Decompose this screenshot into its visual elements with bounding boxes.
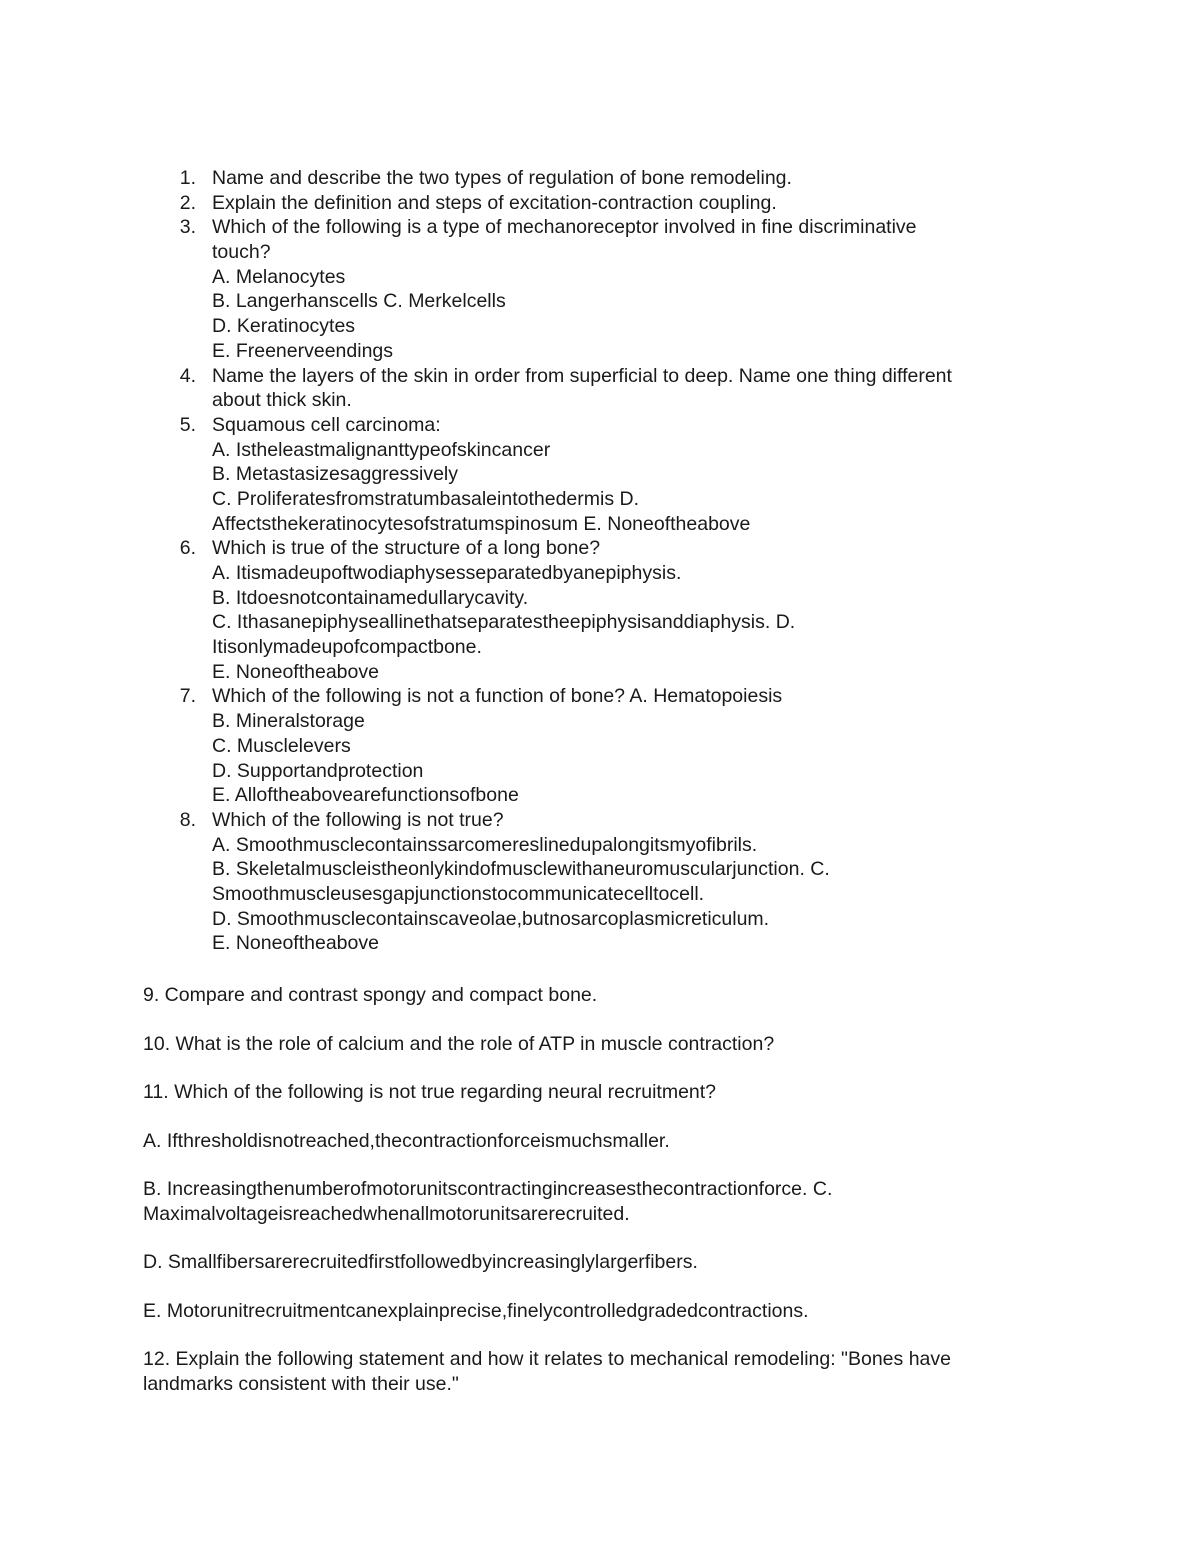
unnumbered-question-section (143, 983, 1143, 1420)
question-text: Which is true of the structure of a long bone? (212, 537, 601, 560)
answer-option-text: E. Alloftheabovearefunctionsofbone (212, 784, 519, 807)
answer-option-text: C. Proliferatesfromstratumbasaleintothedermis D. (212, 487, 639, 510)
question-continuation-line (0, 931, 1200, 956)
answer-option-text: C. Musclelevers (212, 734, 351, 757)
question-paragraph (143, 1250, 1143, 1275)
answer-option-text: B. Mineralstorage (212, 710, 365, 733)
answer-option-text: B. Itdoesnotcontainamedullarycavity. (212, 586, 529, 609)
answer-option-text: about thick skin. (212, 389, 352, 412)
answer-option-text: A. Itismadeupoftwodiaphysesseparatedbyanepiphysis. (212, 562, 682, 584)
question-text: Which of the following is not a function of bone? A. Hematopoiesis (212, 685, 783, 708)
question-continuation-line (0, 882, 1200, 907)
answer-option-text: A. Istheleastmalignanttypeofskincancer (212, 438, 551, 461)
question-text: Explain the definition and steps of excitation-contraction coupling. (212, 191, 777, 214)
question-continuation-line (0, 314, 1200, 339)
question-continuation-line (0, 388, 1200, 413)
question-continuation-line (0, 487, 1200, 512)
question-continuation-line (0, 561, 1200, 586)
question-paragraph (143, 1347, 1143, 1396)
question-number: 8. (179, 808, 196, 831)
answer-option-text: Itisonlymadeupofcompactbone. (212, 636, 482, 659)
question-text: Which of the following is a type of mechanoreceptor involved in fine discriminative (212, 216, 917, 239)
question-paragraph (143, 1299, 1143, 1324)
answer-option-text: A. Smoothmusclecontainssarcomereslinedupalongitsmyofibrils. (212, 833, 758, 856)
question-number: 1. (179, 167, 196, 189)
question-continuation-line (0, 339, 1200, 364)
paragraph-line: landmarks consistent with their use." (143, 1372, 459, 1395)
question-item (0, 215, 1200, 240)
question-continuation-line (0, 660, 1200, 685)
question-continuation-line (0, 265, 1200, 290)
question-continuation-line (0, 635, 1200, 660)
question-item (0, 536, 1200, 561)
question-paragraph (143, 1080, 1143, 1105)
question-paragraph (143, 1177, 1143, 1226)
question-continuation-line (0, 610, 1200, 635)
question-number: 4. (179, 364, 196, 387)
question-continuation-line (0, 734, 1200, 759)
question-continuation-line (0, 833, 1200, 858)
answer-option-text: E. Noneoftheabove (212, 932, 379, 955)
question-continuation-line (0, 462, 1200, 487)
question-paragraph (143, 1032, 1143, 1057)
paragraph-line: Maximalvoltageisreachedwhenallmotorunitsarerecruited. (143, 1202, 630, 1225)
question-continuation-line (0, 709, 1200, 734)
question-item (0, 413, 1200, 438)
question-number: 5. (179, 413, 196, 436)
paragraph-line: 9. Compare and contrast spongy and compact bone. (143, 984, 598, 1006)
question-number: 3. (179, 216, 196, 239)
answer-option-text: E. Noneoftheabove (212, 660, 379, 683)
question-text: Name the layers of the skin in order from superficial to deep. Name one thing different (212, 364, 952, 387)
paragraph-line: 11. Which of the following is not true regarding neural recruitment? (143, 1081, 717, 1103)
question-item (0, 166, 1200, 191)
question-number: 7. (179, 685, 196, 708)
question-continuation-line (0, 512, 1200, 537)
question-item (0, 808, 1200, 833)
answer-option-text: Smoothmuscleusesgapjunctionstocommunicatecelltocell. (212, 882, 705, 905)
question-number: 2. (179, 191, 196, 214)
question-item (0, 684, 1200, 709)
paragraph-line: D. Smallfibersarerecruitedfirstfollowedbyincreasinglylargerfibers. (143, 1251, 698, 1274)
question-item (0, 191, 1200, 216)
answer-option-text: A. Melanocytes (212, 265, 346, 288)
question-paragraph (143, 1129, 1143, 1154)
paragraph-line: E. Motorunitrecruitmentcanexplainprecise,finelycontrolledgradedcontractions. (143, 1299, 809, 1322)
answer-option-text: touch? (212, 241, 271, 264)
answer-option-text: Affectsthekeratinocytesofstratumspinosum E. Noneoftheabove (212, 512, 751, 535)
question-item (0, 364, 1200, 389)
answer-option-text: E. Freenerveendings (212, 339, 394, 362)
answer-option-text: D. Keratinocytes (212, 315, 356, 338)
question-continuation-line (0, 289, 1200, 314)
question-continuation-line (0, 907, 1200, 932)
numbered-question-list (0, 166, 1200, 956)
paragraph-line: 10. What is the role of calcium and the role of ATP in muscle contraction? (143, 1032, 775, 1055)
answer-option-text: B. Metastasizesaggressively (212, 463, 459, 486)
question-paragraph (143, 983, 1143, 1008)
question-text: Which of the following is not true? (212, 808, 504, 831)
question-continuation-line (0, 586, 1200, 611)
answer-option-text: D. Supportandprotection (212, 759, 424, 782)
question-continuation-line (0, 438, 1200, 463)
question-text: Name and describe the two types of regulation of bone remodeling. (212, 167, 792, 189)
question-continuation-line (0, 857, 1200, 882)
question-number: 6. (179, 537, 196, 560)
question-continuation-line (0, 783, 1200, 808)
question-text: Squamous cell carcinoma: (212, 413, 441, 436)
answer-option-text: B. Langerhanscells C. Merkelcells (212, 290, 506, 313)
paragraph-line: B. Increasingthenumberofmotorunitscontractingincreasesthecontractionforce. C. (143, 1178, 833, 1200)
question-continuation-line (0, 240, 1200, 265)
paragraph-line: 12. Explain the following statement and how it relates to mechanical remodeling: "Bones have (143, 1348, 951, 1371)
answer-option-text: B. Skeletalmuscleistheonlykindofmusclewithaneuromuscularjunction. C. (212, 858, 830, 881)
answer-option-text: C. Ithasanepiphyseallinethatseparatestheepiphysisanddiaphysis. D. (212, 611, 796, 634)
answer-option-text: D. Smoothmusclecontainscaveolae,butnosarcoplasmicreticulum. (212, 907, 770, 930)
question-continuation-line (0, 759, 1200, 784)
paragraph-line: A. Ifthresholdisnotreached,thecontractionforceismuchsmaller. (143, 1129, 670, 1152)
